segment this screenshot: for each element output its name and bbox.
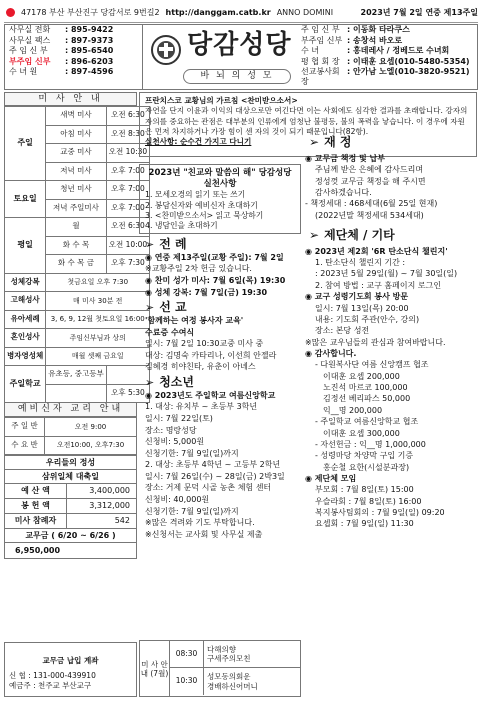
finance-value: 542	[114, 516, 130, 526]
intention-text: 성모동의회운 경배하신어머니	[207, 672, 258, 691]
contact-label: 사무실 전화	[9, 25, 51, 34]
mass-time: 오후 7:00	[106, 181, 150, 200]
youth-item: ※많은 격려와 기도 부탁합니다.	[145, 518, 255, 528]
liturgy-item: ※교황주일 2차 헌금 있습니다.	[145, 264, 252, 274]
intention-row	[170, 641, 300, 668]
contact-number: : 897-9373	[65, 35, 114, 45]
liturgy-heading: ➢ 전 례	[145, 237, 187, 251]
group-note: 일시: 7월 13일(목) 20:00	[315, 303, 409, 313]
group-note: 1. 탄소단식 챌린지 기간 :	[315, 258, 406, 268]
pope-teaching-title: 프란치스코 교황님의 가르침 <찬미받으소서>	[145, 96, 298, 105]
sacrament-label: 혼인성사	[5, 329, 46, 348]
top-bar	[4, 3, 478, 23]
sacrament-row	[5, 273, 150, 292]
liturgy-item: ◉ 성체 강복: 7월 7일(금) 19:30	[145, 287, 268, 297]
parish-address: 47178 부산 부산진구 당감서로 9번길2	[21, 7, 160, 17]
catechism-row	[5, 436, 137, 455]
finance-note: 감사하겠습니다.	[315, 187, 372, 197]
clergy-role: 부주임 신부	[301, 35, 343, 45]
group-note: 익__명 200,000	[323, 405, 383, 415]
youth-item: ◉ 2023년도 주일학교 여름신앙학교	[145, 390, 276, 400]
finance-value: 3,400,000	[89, 486, 130, 496]
contact-number: : 895-9422	[65, 25, 114, 34]
account-holder: 예금주 : 천주교 부산교구	[9, 681, 92, 691]
finance-title: 우리들의 정성	[5, 456, 136, 470]
mass-name: 유초등, 중고등부	[46, 366, 106, 385]
group-note: ◉ 2023년 제2회 '6R 탄소단식 챌린지'	[305, 246, 448, 256]
mass-row	[5, 107, 150, 126]
parish-cross-logo-icon	[151, 35, 181, 65]
finance-note: 주님께 받은 은혜에 감사드리며	[315, 165, 424, 175]
mass-time: 오후 7:00	[106, 199, 150, 218]
plan-item: 3. <찬미받으소서> 읽고 묵상하기	[145, 211, 264, 220]
catechism-row	[5, 418, 137, 437]
liturgy-item: ◉ 연중 제13주일(교황 주일): 7월 2일	[145, 252, 284, 262]
youth-item: ※신청서는 교사회 및 사무실 제출	[145, 529, 263, 539]
youth-item: 2. 대상: 초등부 4학년 ~ 고등부 2학년	[145, 460, 281, 470]
mass-row	[5, 366, 150, 385]
sacrament-row	[5, 347, 150, 366]
intention-time: 08:30	[170, 641, 204, 667]
arrow-right-icon: ➢	[145, 375, 155, 389]
mass-group-label: 토요일	[5, 181, 46, 218]
mass-group-label: 주일학교	[5, 366, 46, 403]
group-note: ◉ 감사합니다.	[305, 348, 357, 358]
group-note: 요셉회 : 7월 9일(일) 11:30	[315, 519, 414, 529]
group-note: ◉ 제단체 모임	[305, 473, 357, 483]
clergy-row	[301, 36, 479, 47]
contact-label: 사무실 팩스	[9, 35, 51, 45]
account-box	[4, 642, 137, 697]
group-note: - 다원복사단 여름 신앙캠프 협조	[315, 360, 429, 370]
clergy-role: 평 협 회 장	[301, 56, 340, 66]
mass-row	[5, 218, 150, 237]
group-note: 장소: 본당 성전	[315, 326, 370, 336]
sacrament-info: 3, 6, 9, 12월 첫토요일 16:00	[46, 310, 150, 329]
clergy-row	[301, 46, 479, 57]
mass-name: 저녁 미사	[46, 162, 106, 181]
group-note: 2. 참여 방법 : 교구 홈페이지 로그인	[315, 280, 442, 290]
clergy-name: : 이태훈 요셉(010-5480-5354)	[347, 56, 470, 66]
mission-item: 김혜경 히야친타, 유춘이 아녜스	[145, 362, 256, 372]
contact-number: : 896-6203	[65, 56, 114, 66]
youth-item: 장소: 거제 문덕 시골 농촌 체험 센터	[145, 483, 272, 493]
finance-note: - 책정세대 : 468세대(6월 25일 현재)	[305, 199, 438, 209]
finance-label: 봉 헌 액	[5, 499, 67, 513]
youth-item: 신청기한: 7월 9일(일)까지	[145, 506, 239, 516]
group-note: 복지봉사팀회의 : 7월 9일(일) 09:20	[315, 508, 445, 518]
mass-time: 오전 10:00	[106, 236, 150, 255]
youth-item: 일시: 7월 26일(수) ~ 28일(금) 2박3일	[145, 471, 285, 481]
contact-number: : 895-6540	[65, 46, 114, 56]
sacrament-row	[5, 292, 150, 311]
mass-name: 교중 미사	[46, 144, 106, 163]
mass-name: 화 수 목 금	[46, 255, 106, 274]
parish-title-block	[143, 25, 297, 89]
finance-note: 정성껏 교무금 책정을 해 주시면	[315, 176, 426, 186]
plan-item: 4. 냉담인을 초대하기	[145, 221, 218, 231]
pope-teaching-practice: 실천사항: 순수건 가지고 다니기	[145, 137, 252, 146]
group-note: ※많은 교우님들의 관심과 참여바랍니다.	[305, 337, 446, 347]
mass-schedule-title: 미 사 안 내	[4, 92, 137, 106]
catechism-day: 주 일 반	[5, 418, 45, 437]
group-note: 김정선 베리파스 50,000	[323, 394, 411, 404]
mass-name: 새벽 미사	[46, 107, 106, 126]
anno-domini: ANNO DOMINI	[276, 7, 334, 17]
group-note: ◉ 교구 성령기도회 봉사 방문	[305, 292, 409, 302]
parish-badge-icon	[6, 8, 15, 17]
mass-time: 오전 8:30	[106, 125, 150, 144]
clergy-row	[301, 57, 479, 68]
mission-item: '함께하는 여정 봉사자 교육'	[145, 315, 244, 325]
liturgy-item: ◉ 찬미 성가 미사: 7월 6일(목) 19:30	[145, 275, 286, 285]
group-note: - 자선헌금 : 익__명 1,000,000	[315, 439, 426, 449]
finance-value: 3,312,000	[89, 501, 130, 511]
youth-item: 신청비: 40,000원	[145, 495, 210, 505]
mass-name: 아침 미사	[46, 125, 106, 144]
sacrament-label: 유아세례	[5, 310, 46, 329]
mass-time: 오전 10:30	[106, 144, 150, 163]
mission-item: 대상: 김명숙 카타리나, 이선희 안젤라	[145, 350, 277, 360]
contact-row	[5, 36, 142, 47]
clergy-role: 주 임 신 부	[301, 25, 340, 34]
finance-right-heading: ➢ 재 정	[309, 135, 352, 149]
clergy-role: 선교봉사회장	[301, 67, 340, 86]
group-note: - 주일학교 여름신앙학교 협조	[315, 417, 419, 427]
left-column	[4, 92, 148, 697]
intention-time: 10:30	[170, 668, 204, 695]
youth-item: 신청기한: 7월 9일(일)까지	[145, 448, 239, 458]
catechism-title: 예비신자 교리 안내	[4, 403, 137, 417]
group-note: 이대훈 요셉 300,000	[323, 428, 400, 438]
youth-item: 1. 대상: 유치부 ~ 초등부 3학년	[145, 402, 258, 412]
mass-intention-label: 미 사 안 내 (7월)	[140, 641, 170, 696]
mass-name: 월	[46, 218, 106, 237]
youth-heading: ➢ 청소년	[145, 374, 194, 389]
mass-group-label: 평일	[5, 218, 46, 274]
sacrament-info: 매 미사 30분 전	[46, 292, 150, 311]
finance-note: (2022년말 책정세대 534세대)	[315, 210, 424, 220]
arrow-right-icon: ➢	[145, 300, 155, 314]
sacrament-info: 주임신부님과 상의	[46, 329, 150, 348]
mass-name: 청년 미사	[46, 181, 106, 200]
parish-url[interactable]: http://danggam.catb.kr	[165, 7, 271, 17]
clergy-row	[301, 25, 479, 36]
plan-item: 1. 모세오경의 읽기 또는 쓰기	[145, 190, 246, 200]
group-note: 부모회 : 7월 8일(토) 15:00	[315, 485, 414, 495]
mass-time: 오전 6:30	[106, 218, 150, 237]
contact-row	[5, 46, 142, 57]
clergy-name: : 이동화 타라쿠스	[347, 25, 410, 34]
sacrament-label: 성체강복	[5, 273, 46, 292]
bulletin-header	[4, 24, 478, 90]
sacrament-info: 매월 셋째 금요일	[46, 347, 150, 366]
youth-item: 장소: 명랑성당	[145, 425, 197, 435]
catechism-table	[4, 417, 137, 455]
practice-plan-box	[139, 164, 301, 234]
right-column	[305, 92, 479, 697]
parish-subtitle: 바 뇌 의 성 모	[183, 69, 291, 84]
contact-label: 주 임 신 부	[9, 46, 48, 56]
mass-time: 오후 5:30	[106, 384, 150, 403]
group-note: 우슬라회 : 7월 8일(토) 16:00	[315, 496, 422, 506]
sacrament-row	[5, 329, 150, 348]
contact-number: : 897-4596	[65, 67, 114, 77]
arrow-right-icon: ➢	[309, 227, 320, 242]
group-note: 노진석 마르코 100,000	[323, 383, 408, 393]
contact-label: 수 녀 원	[9, 67, 38, 77]
catechism-day: 수 요 반	[5, 436, 45, 455]
mass-time: 오후 7:30	[106, 255, 150, 274]
mass-name: 저녁 주일미사	[46, 199, 106, 218]
group-note: 이대훈 요셉 200,000	[323, 371, 400, 381]
sacrament-row	[5, 310, 150, 329]
mass-group-label: 주일	[5, 107, 46, 181]
finance-note: ◉ 교무금 책정 및 납부	[305, 153, 385, 163]
mass-name	[46, 384, 106, 403]
clergy-row	[301, 67, 479, 86]
practice-plan-title: 2023년 "친교와 말씀의 해" 당감성당 실천사항	[148, 168, 292, 190]
finance-row	[5, 514, 136, 529]
youth-item: 신청비: 5,000원	[145, 437, 205, 447]
contact-row	[5, 67, 142, 78]
mass-intention-box	[139, 640, 301, 697]
finance-header: 삼위일체 대축일	[5, 470, 136, 484]
mass-time: 오후 7:00	[106, 162, 150, 181]
group-note: - 성령마당 차양막 구입 기증	[315, 451, 414, 461]
mass-schedule-table	[4, 106, 150, 403]
finance-label: 미사 참례자	[5, 514, 67, 528]
office-contacts	[5, 25, 143, 89]
parish-name: 당감성당	[187, 30, 292, 60]
finance-label: 예 산 액	[5, 484, 67, 498]
catechism-time: 오전10:00, 오후7:30	[45, 436, 137, 455]
group-note: 홍순철 요한(시설분과장)	[323, 462, 410, 472]
finance-row	[5, 484, 136, 499]
mass-row	[5, 181, 150, 200]
catechism-time: 오전 9:00	[45, 418, 137, 437]
intention-row	[170, 668, 300, 695]
mission-heading: ➢ 선 교	[145, 300, 187, 315]
bulletin-date: 2023년 7월 2일 연중 제13주일	[360, 7, 478, 17]
clergy-contacts	[301, 25, 479, 89]
finance-row	[5, 499, 136, 514]
tithe-value: 6,950,000	[15, 545, 61, 555]
sacrament-label: 고해성사	[5, 292, 46, 311]
clergy-name: : 홍데레사 / 정베드로 수녀회	[347, 46, 450, 56]
finance-box	[4, 455, 137, 559]
clergy-role: 수 녀	[301, 46, 319, 56]
mission-item: 수료증 수여식	[145, 327, 195, 337]
contact-row	[5, 57, 142, 68]
group-note: 내용: 기도회 주관(안수, 강의)	[315, 314, 420, 324]
contact-row	[5, 25, 142, 36]
account-number: 신 협 : 131-000-439910	[9, 670, 96, 680]
tithe-label: 교무금 ( 6/20 ~ 6/26 )	[5, 529, 136, 543]
group-note: : 2023년 5월 29일(월) ~ 7월 30일(일)	[315, 269, 458, 279]
account-title: 교무금 납입 계좌	[42, 656, 99, 665]
sacrament-label: 병자영성체	[5, 347, 46, 366]
sacrament-info: 첫금요일 오후 7:30	[46, 273, 150, 292]
intention-text: 다해의향 구세주의모친	[207, 644, 251, 663]
arrow-right-icon: ➢	[145, 237, 155, 251]
youth-item: 일시: 7월 22일(토)	[145, 413, 213, 423]
clergy-name: : 안가남 노엘(010-3820-9521)	[347, 67, 470, 77]
groups-heading: ➢ 제단체 / 기타	[309, 227, 395, 242]
plan-item: 2. 봉담신자와 예비신자 초대하기	[145, 200, 258, 210]
pope-teaching-body: 자연을 단지 이윤과 이익의 대상으로만 여긴다면 이는 사회에도 심각한 결과를 초래합니다. 강자의 자의를 중요하는 관점은 대부분의 인류에게 엄청난 불평등, 불의 폭력을 낳습니다. 이 경우에 자원은 먼저 차지하거나 가장 힘이 센 자의 것이 되기 때문입니다(82항).	[145, 106, 468, 136]
mission-item: 일시: 7월 2일 10:30교중 미사 중	[145, 339, 264, 349]
clergy-name: : 송창석 바오로	[347, 35, 403, 45]
contact-label: 부주임 신부	[9, 56, 51, 66]
mass-name: 화 수 목	[46, 236, 106, 255]
arrow-right-icon: ➢	[309, 135, 320, 149]
mass-time: 오전 6:30	[106, 107, 150, 126]
